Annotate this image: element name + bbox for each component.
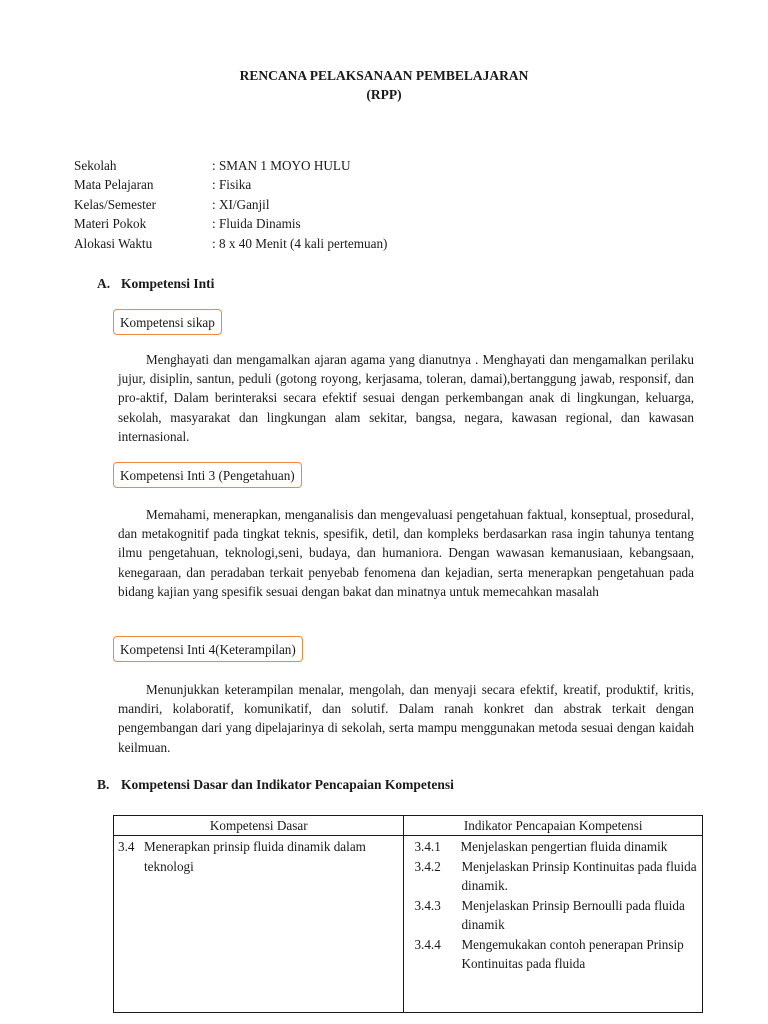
info-row-materi-pokok (74, 216, 387, 235)
info-value: : 8 x 40 Menit (4 kali pertemuan) (212, 235, 388, 251)
info-value: : SMAN 1 MOYO HULU (212, 158, 351, 173)
section-a-title: Kompetensi Inti (121, 276, 215, 291)
ki4-label: Kompetensi Inti 4(Keterampilan) (113, 636, 303, 662)
table-row (114, 836, 703, 1013)
info-label: Materi Pokok (74, 216, 147, 232)
section-a-number: A. (97, 276, 111, 291)
document-title: RENCANA PELAKSANAAN PEMBELAJARAN (239, 68, 529, 83)
ki4-text: Menunjukkan keterampilan menalar, mengolah, dan menyaji secara efektif, kreatif, produktif, kritis, mandiri, kolaboratif, komunikatif, dan solutif. Dalam ranah konkret dan abstrak terkait dengan pengembangan dari yang dipelajarinya di sekolah, serta mampu menggunakan metoda sesuai dengan kaidah keilmuan. (118, 682, 694, 755)
list-item (414, 837, 698, 857)
kd-indicator-table (113, 815, 703, 1013)
column-header: Indikator Pencapaian Kompetensi (404, 816, 703, 836)
table-header-row (114, 816, 703, 836)
document-subtitle: (RPP) (366, 87, 402, 102)
info-label: Kelas/Semester (74, 196, 157, 212)
info-label: Mata Pelajaran (74, 177, 154, 193)
info-row-sekolah (74, 158, 387, 177)
kd-text: Menerapkan prinsip fluida dinamik dalam teknologi (144, 839, 366, 874)
indicator-text: Menjelaskan Prinsip Bernoulli pada fluida dinamik (461, 897, 685, 932)
kd-code: 3.4 (118, 839, 135, 854)
column-header: Kompetensi Dasar (114, 816, 404, 836)
identity-block (74, 158, 387, 255)
indicator-code: 3.4.3 (414, 897, 441, 913)
info-row-alokasi-waktu (74, 236, 387, 255)
list-item (414, 935, 698, 974)
info-value: : XI/Ganjil (212, 196, 270, 212)
section-b-heading (97, 777, 454, 793)
indicator-code: 3.4.1 (414, 839, 441, 854)
list-item (414, 857, 698, 896)
info-row-kelas-semester (74, 197, 387, 216)
info-row-mata-pelajaran (74, 177, 387, 196)
info-value: : Fisika (212, 177, 252, 193)
kompetensi-sikap-text: Menghayati dan mengamalkan ajaran agama yang dianutnya . Menghayati dan mengamalkan perilaku jujur, disiplin, santun, peduli (gotong royong, kerjasama, toleran, damai),bertanggung jawab, responsif, dan pro-aktif, Dalam berinteraksi secara efektif sesuai dengan perkembangan anak di lingkungan, keluarga, sekolah, masyarakat dan lingkungan alam sekitar, bangsa, negara, kawasan regional, dan kawasan internasional. (118, 352, 694, 444)
ki3-text: Memahami, menerapkan, menganalisis dan mengevaluasi pengetahuan faktual, konseptual, prosedural, dan metakognitif pada tingkat teknis, spesifik, detil, dan kompleks berdasarkan rasa ingin tahunya tentang ilmu pengetahuan, teknologi,seni, budaya, dan humaniora. Dengan wawasan kemanusiaan, kebangsaan, kenegaraan, dan peradaban terkait penyebab fenomena dan kejadian, serta menerapkan pengetahuan pada bidang kajian yang spesifik sesuai dengan bakat dan minatnya untuk memecahkan masalah (118, 507, 694, 599)
info-value: : Fluida Dinamis (212, 216, 301, 232)
section-b-title: Kompetensi Dasar dan Indikator Pencapaian Kompetensi (121, 777, 454, 792)
indicator-code: 3.4.2 (414, 858, 441, 874)
indicator-code: 3.4.4 (414, 936, 441, 952)
section-a-heading (97, 276, 214, 292)
list-item (414, 896, 698, 935)
kompetensi-sikap-label: Kompetensi sikap (113, 309, 222, 335)
indicator-cell (404, 836, 703, 1013)
ki3-label: Kompetensi Inti 3 (Pengetahuan) (113, 462, 302, 488)
section-b-number: B. (97, 777, 110, 792)
indicator-text: Mengemukakan contoh penerapan Prinsip Kontinuitas pada fluida (461, 936, 684, 971)
info-label: Sekolah (74, 158, 117, 173)
indicator-text: Menjelaskan pengertian fluida dinamik (460, 839, 668, 854)
indicator-text: Menjelaskan Prinsip Kontinuitas pada fluida dinamik. (461, 858, 697, 893)
kd-cell (114, 836, 404, 1013)
info-label: Alokasi Waktu (74, 235, 153, 251)
